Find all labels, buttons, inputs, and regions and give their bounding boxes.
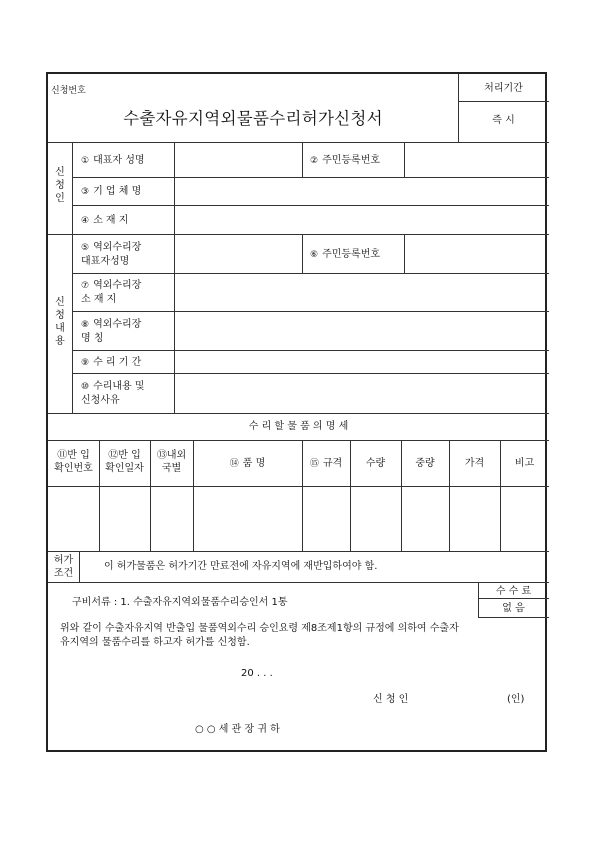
- divider: [72, 177, 549, 178]
- col-header-quantity: 수량: [365, 458, 386, 469]
- repair-period-label: ⑨ 수 리 기 간: [81, 357, 142, 368]
- col-header-weight: 중량: [415, 458, 435, 469]
- fee-label: 수 수 료: [495, 586, 532, 597]
- statement-line-2: 유지역의 물품수리를 하고자 허가를 신청함.: [60, 637, 250, 648]
- divider: [72, 234, 73, 413]
- divider: [72, 205, 549, 206]
- col-header-item-name: ⑭ 품 명: [229, 458, 266, 469]
- address-label: ④ 소 재 지: [81, 215, 129, 226]
- col-header-spec: ⑮ 규격: [309, 458, 343, 469]
- col-header-import-date: ⑫반 입 확인일자: [105, 450, 144, 474]
- processing-period-label: 처리기간: [484, 83, 523, 94]
- col-header-remarks: 비고: [514, 458, 535, 469]
- outside-repair-rep-label: ⑤ 역외수리장 대표자성명: [81, 242, 142, 267]
- divider: [48, 551, 549, 552]
- representative-name-label: ① 대표자 성명: [81, 155, 145, 166]
- repair-permit-application-form: [46, 72, 547, 752]
- company-name-label: ③ 기 업 체 명: [81, 186, 142, 197]
- addressee-text: ○ ○ 세 관 장 귀 하: [195, 724, 280, 735]
- divider: [79, 551, 80, 582]
- repair-details-label: ⑩ 수리내용 및 신청사유: [81, 381, 145, 406]
- applicant-signature-label: 신 청 인: [373, 694, 409, 705]
- divider: [72, 273, 549, 274]
- divider: [174, 234, 175, 413]
- attachments-text: 구비서류 : 1. 수출자유지역외물품수리승인서 1통: [72, 597, 288, 608]
- divider: [48, 142, 549, 143]
- col-header-country: ⑬내외 국별: [156, 450, 187, 474]
- resident-no-label: ② 주민등록번호: [310, 155, 381, 166]
- form-title: 수출자유지역외물품수리허가신청서: [123, 109, 383, 128]
- divider: [302, 142, 303, 177]
- col-header-price: 가격: [464, 458, 485, 469]
- divider: [458, 101, 549, 102]
- outside-repair-name-label: ⑧ 역외수리장 명 칭: [81, 319, 142, 344]
- divider: [478, 617, 549, 618]
- processing-period-value: 즉 시: [492, 115, 515, 126]
- condition-text: 이 허가물품은 허가기간 만료전에 자유지역에 재반입하여야 함.: [104, 561, 378, 572]
- divider: [302, 234, 303, 273]
- divider: [478, 598, 549, 599]
- divider: [72, 373, 549, 374]
- col-header-import-no: ⑪반 입 확인번호: [54, 450, 93, 474]
- divider: [72, 350, 549, 351]
- items-section-title: 수 리 할 물 품 의 명 세: [248, 421, 349, 432]
- statement-line-1: 위와 같이 수출자유지역 반출입 물품역외수리 승인요령 제8조제1항의 규정에 의하여 수출자: [60, 623, 459, 634]
- divider: [48, 486, 549, 487]
- request-section-label: 신 청 내 용: [55, 297, 65, 347]
- fee-value: 없 음: [502, 603, 525, 614]
- divider: [48, 234, 549, 235]
- divider: [72, 311, 549, 312]
- resident-no-label-2: ⑥ 주민등록번호: [310, 249, 381, 260]
- divider: [174, 142, 175, 234]
- divider: [404, 234, 405, 273]
- divider: [48, 440, 549, 441]
- divider: [48, 413, 549, 414]
- condition-label: 허가 조건: [53, 555, 74, 579]
- seal-label: (인): [507, 694, 525, 705]
- divider: [404, 142, 405, 177]
- divider: [72, 142, 73, 234]
- outside-repair-addr-label: ⑦ 역외수리장 소 재 지: [81, 280, 142, 305]
- applicant-section-label: 신 청 인: [55, 167, 65, 204]
- date-line: 20 . . .: [241, 668, 273, 679]
- application-no-label: 신청번호: [51, 86, 86, 96]
- divider: [48, 582, 549, 583]
